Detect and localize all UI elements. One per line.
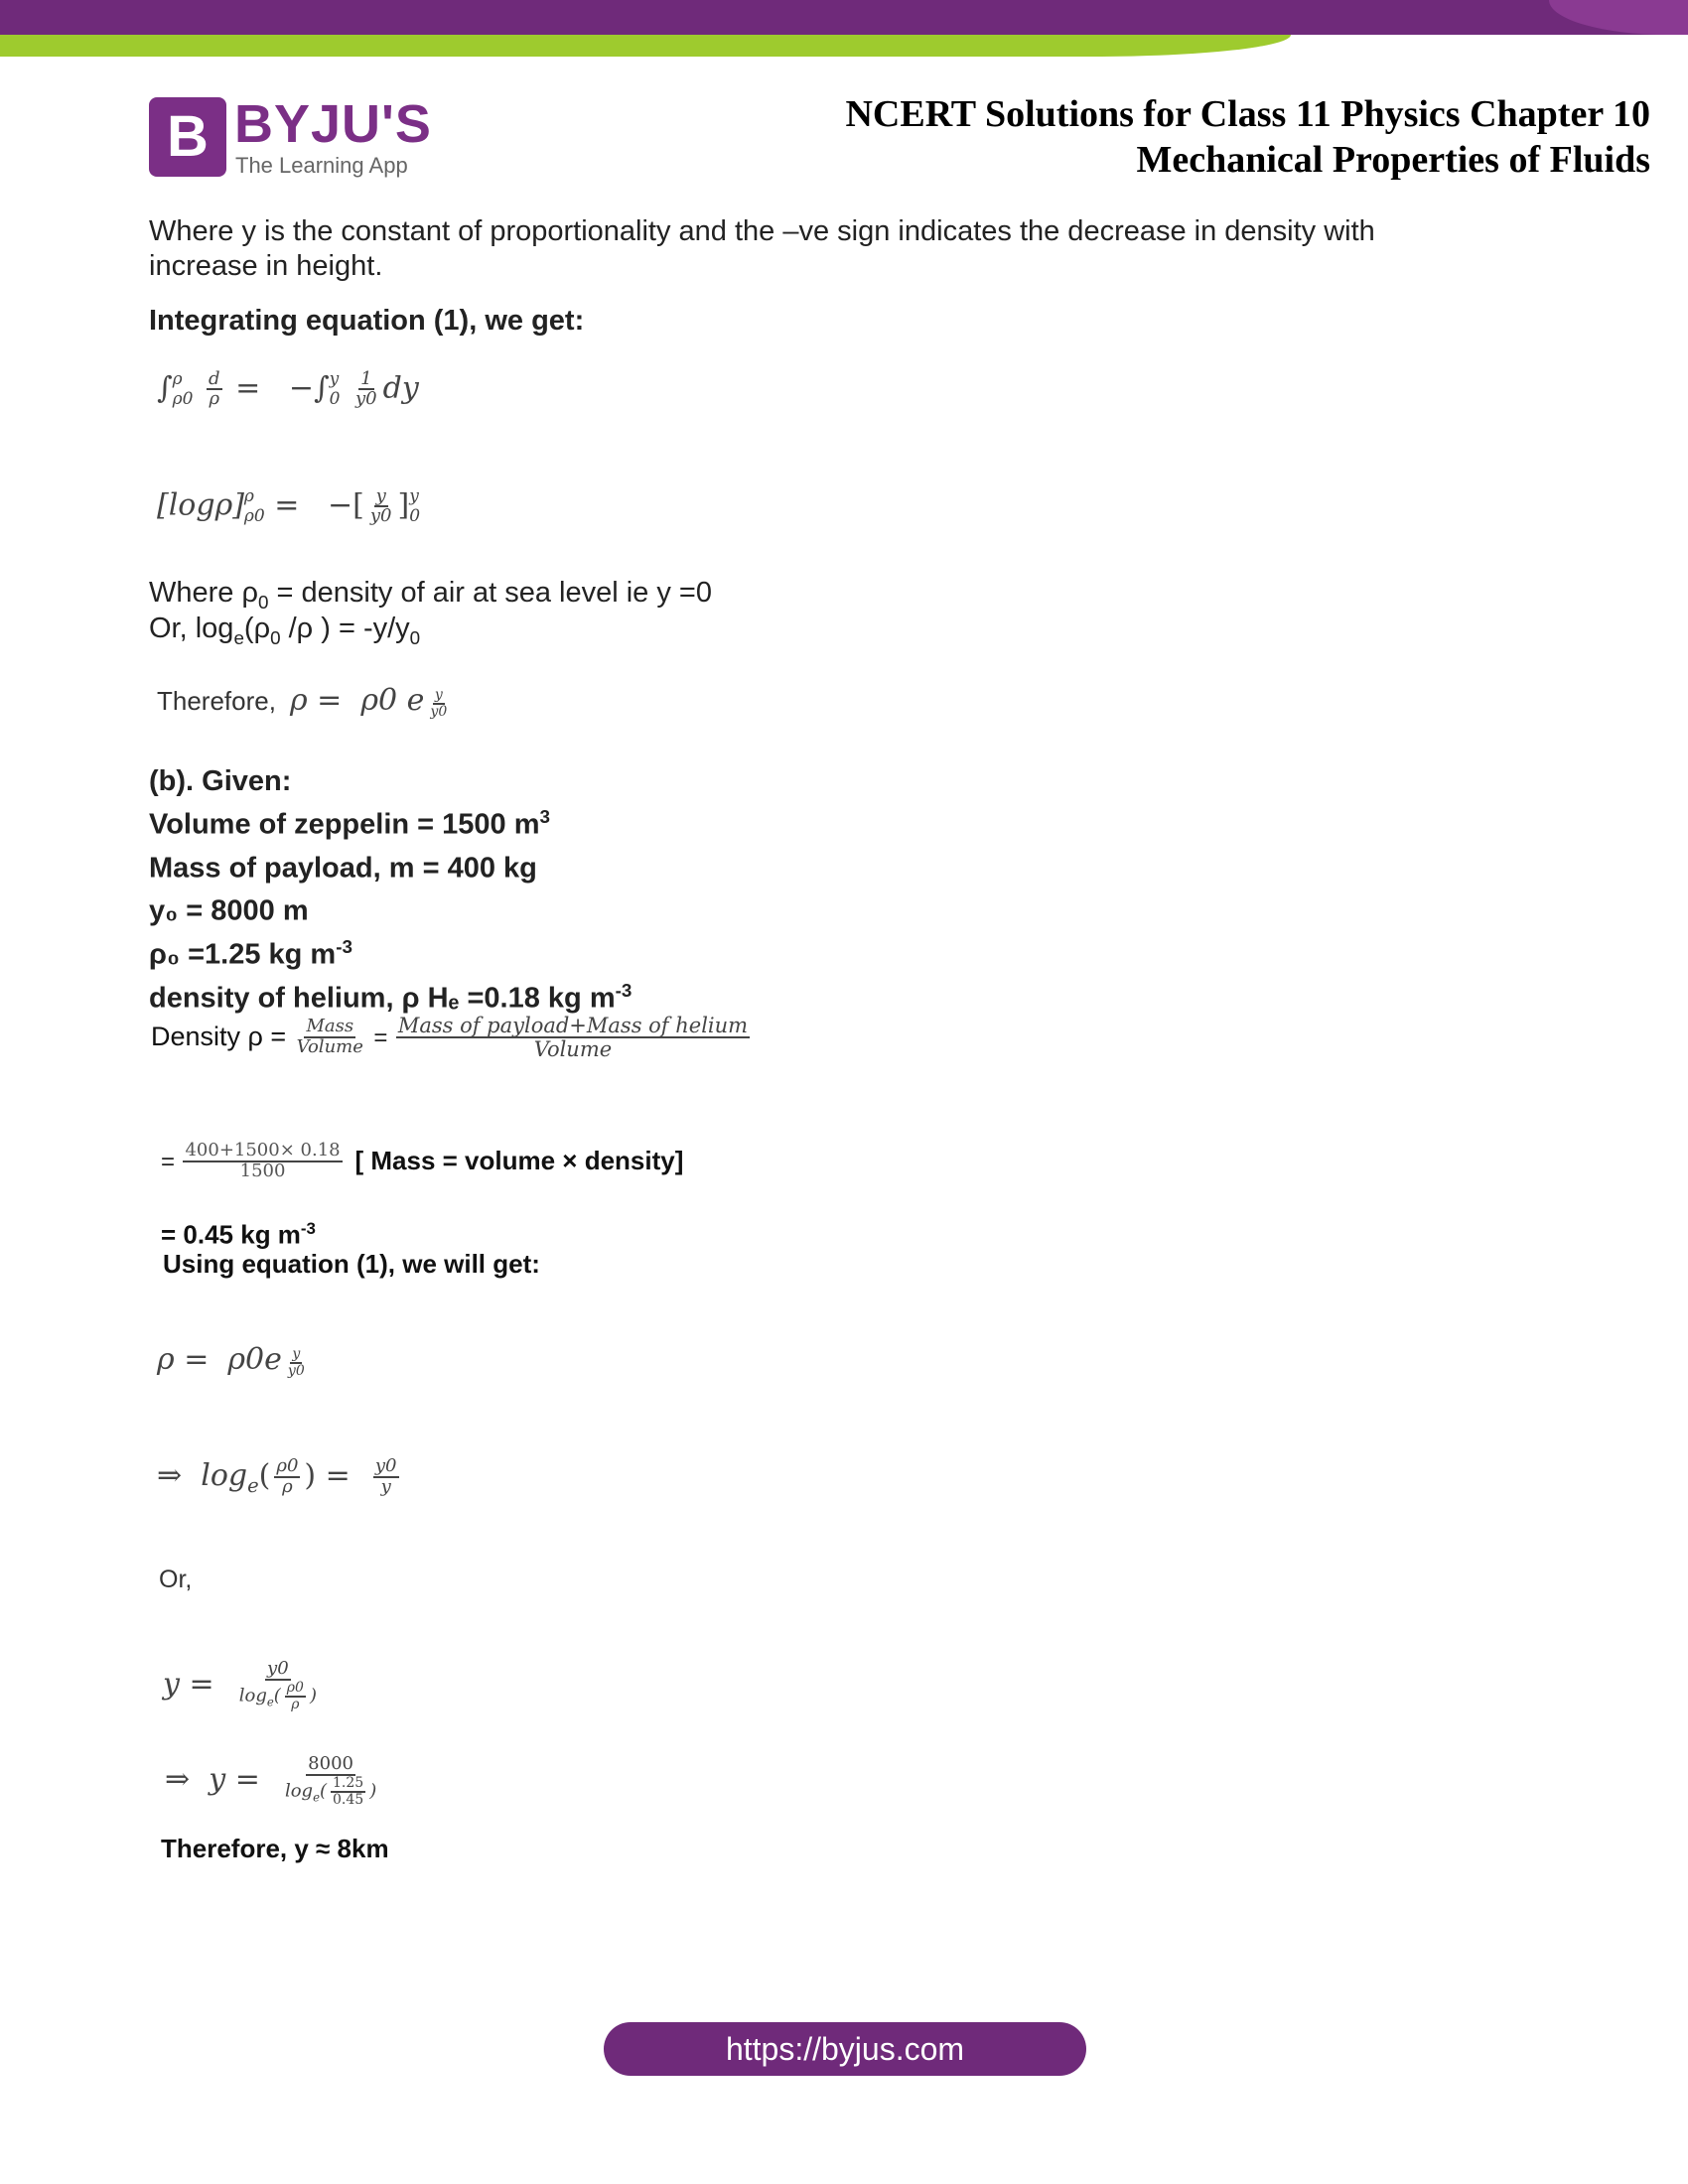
or-label: Or, — [159, 1566, 193, 1593]
using-equation-line: Using equation (1), we will get: — [163, 1249, 540, 1279]
equation-integral: ∫ ρ ρ0 $\frac{d}{\rho}$ = −∫ y 0 $\frac{1}{y0}$ dy — [157, 367, 419, 410]
equation-y-value: ⇒ y = 8000 $\log_e$( $\frac{1.25}{0.45}$ ) — [165, 1753, 377, 1808]
final-answer: Therefore, y ≈ 8km — [161, 1834, 389, 1863]
equation-log-bracket: [logρ] ρ ρ0 = −[ $\frac{y}{y0}$ ] y 0 — [157, 484, 421, 527]
equation-log-ratio: ⇒ $\log_e$( $\frac{\rho 0}{\rho}$ ) = $\frac{y0}{y}$ — [157, 1455, 397, 1497]
equation-therefore-rho: Therefore, ρ = ρ0 e $\frac{y}{y0}$ — [157, 683, 448, 720]
header-green-band — [0, 35, 1291, 57]
byjus-logo-tagline: The Learning App — [235, 153, 408, 178]
given-item: ρ₀ =1.25 kg $m^{-3}$ — [149, 935, 352, 971]
given-item: y₀ = 8000 m — [149, 894, 309, 927]
integrating-heading: Integrating equation (1), we get: — [149, 305, 585, 337]
given-title: (b). Given: — [149, 765, 292, 797]
equation-rho-exp: ρ = ρ0e $\frac{y}{y0}$ — [157, 1342, 305, 1379]
given-block — [149, 764, 632, 1016]
given-item: Mass of payload, m = 400 kg — [149, 852, 537, 885]
header-purple-band — [0, 0, 1688, 35]
equation-y-formula: y = y0 $\log_e$( $\frac{\rho 0}{\rho}$ ) — [163, 1658, 317, 1712]
title-line-1: NCERT Solutions for Class 11 Physics Chapter 10 — [845, 93, 1650, 135]
density-result: = 0.45 kg $m^{-3}$ — [161, 1219, 316, 1250]
byjus-logo-icon: B — [149, 97, 226, 177]
byjus-logo-wordmark: BYJU'S — [234, 94, 432, 154]
where-rho0-line: Where $\rho_0$ = density of air at sea level ie y =0 — [149, 577, 712, 613]
or-log-line: Or, $\log_e(\rho_0$ /ρ ) = $-y/y_0$ — [149, 613, 421, 648]
equation-density-calc: = $\frac{400+1500\times 0.18}{1500}$ [ Mass = volume × density] — [161, 1140, 684, 1181]
document-title — [845, 91, 1650, 183]
title-line-2: Mechanical Properties of Fluids — [1136, 139, 1650, 181]
paragraph-proportionality: Where y is the constant of proportionality and the –ve sign indicates the decrease in density with increase in height. — [149, 215, 1375, 282]
given-item: density of helium, ρ Hₑ =0.18 kg $m^{-3}$ — [149, 979, 633, 1015]
equation-density: Density ρ = Mass Volume = Mass of payload+Mass of helium Volume — [151, 1014, 749, 1062]
given-item: Volume of zeppelin = 1500 $m^3$ — [149, 806, 550, 841]
footer-website-link[interactable]: https://byjus.com — [604, 2022, 1086, 2076]
